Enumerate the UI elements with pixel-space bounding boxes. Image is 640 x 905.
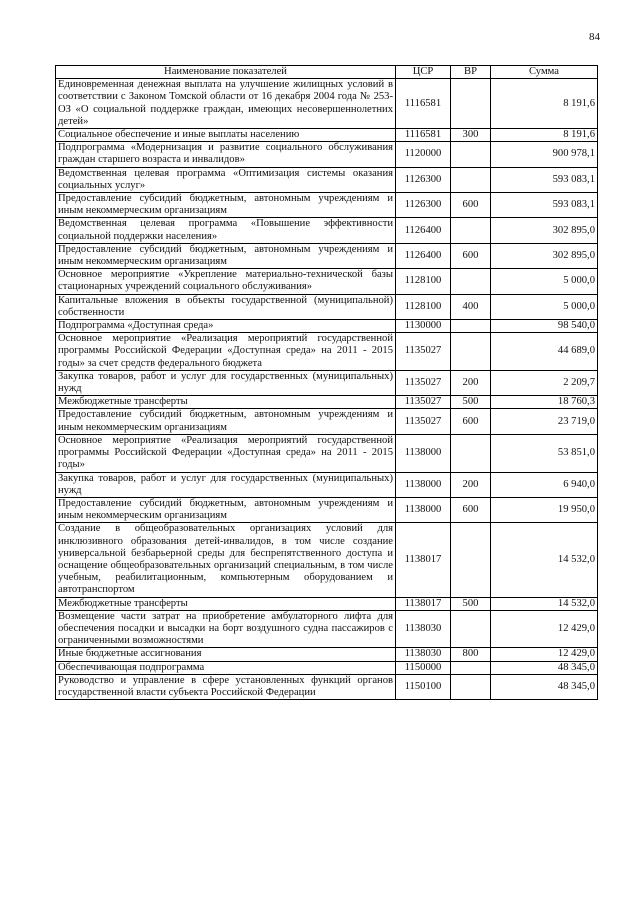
cell-vr	[451, 523, 491, 597]
table-row	[56, 129, 598, 142]
cell-name: Обеспечивающая подпрограмма	[56, 661, 396, 674]
cell-sum: 19 950,0	[491, 497, 598, 522]
cell-vr: 600	[451, 497, 491, 522]
header-sum: Сумма	[491, 66, 598, 79]
table-row	[56, 167, 598, 192]
table-row	[56, 79, 598, 129]
cell-csr: 1150000	[396, 661, 451, 674]
cell-name: Закупка товаров, работ и услуг для государственных (муниципальных) нужд	[56, 370, 396, 395]
table-row	[56, 396, 598, 409]
cell-vr	[451, 218, 491, 243]
cell-sum: 12 429,0	[491, 610, 598, 648]
cell-sum: 14 532,0	[491, 523, 598, 597]
table-row	[56, 218, 598, 243]
table-header-row	[56, 66, 598, 79]
cell-name: Ведомственная целевая программа «Оптимизация системы оказания социальных услуг»	[56, 167, 396, 192]
cell-vr: 600	[451, 193, 491, 218]
cell-vr: 600	[451, 243, 491, 268]
table-row	[56, 370, 598, 395]
cell-name: Создание в общеобразовательных организациях условий для инклюзивного образования детей-инвалидов, в том числе создание универсальной безбарьерной среды для беспрепятственного доступа и оснащение общеобразовательных организаций специальным, в том числе учебным, реабилитационным, компьютерным оборудованием и автотранспортом	[56, 523, 396, 597]
cell-vr	[451, 674, 491, 699]
cell-sum: 900 978,1	[491, 142, 598, 167]
cell-sum: 44 689,0	[491, 333, 598, 371]
cell-csr: 1120000	[396, 142, 451, 167]
cell-sum: 14 532,0	[491, 597, 598, 610]
cell-sum: 302 895,0	[491, 243, 598, 268]
cell-csr: 1126300	[396, 193, 451, 218]
cell-csr: 1138000	[396, 472, 451, 497]
cell-sum: 6 940,0	[491, 472, 598, 497]
cell-vr: 800	[451, 648, 491, 661]
cell-vr	[451, 79, 491, 129]
cell-sum: 2 209,7	[491, 370, 598, 395]
cell-sum: 53 851,0	[491, 434, 598, 472]
cell-vr: 600	[451, 409, 491, 434]
cell-vr	[451, 167, 491, 192]
cell-sum: 12 429,0	[491, 648, 598, 661]
cell-vr	[451, 333, 491, 371]
table-row	[56, 333, 598, 371]
cell-vr: 200	[451, 472, 491, 497]
cell-sum: 48 345,0	[491, 661, 598, 674]
cell-sum: 23 719,0	[491, 409, 598, 434]
cell-name: Предоставление субсидий бюджетным, автономным учреждениям и иным некоммерческим организациям	[56, 243, 396, 268]
cell-sum: 48 345,0	[491, 674, 598, 699]
cell-vr	[451, 269, 491, 294]
cell-name: Основное мероприятие «Реализация мероприятий государственной программы Российской Федерации «Доступная среда» на 2011 - 2015 годы» за счет средств федерального бюджета	[56, 333, 396, 371]
cell-csr: 1128100	[396, 269, 451, 294]
cell-name: Руководство и управление в сфере установленных функций органов государственной власти субъекта Российской Федерации	[56, 674, 396, 699]
cell-vr	[451, 434, 491, 472]
header-name: Наименование показателей	[56, 66, 396, 79]
cell-sum: 8 191,6	[491, 79, 598, 129]
cell-vr: 300	[451, 129, 491, 142]
cell-name: Ведомственная целевая программа «Повышение эффективности социальной поддержки населения»	[56, 218, 396, 243]
cell-name: Межбюджетные трансферты	[56, 396, 396, 409]
table-row	[56, 472, 598, 497]
cell-csr: 1130000	[396, 320, 451, 333]
cell-csr: 1138030	[396, 610, 451, 648]
table-row	[56, 597, 598, 610]
budget-table	[55, 65, 598, 700]
cell-csr: 1116581	[396, 129, 451, 142]
cell-name: Единовременная денежная выплата на улучшение жилищных условий в соответствии с Законом Томской области от 16 декабря 2004 года № 253-ОЗ «О социальной поддержке граждан, имеющих несовершеннолетних детей»	[56, 79, 396, 129]
cell-name: Иные бюджетные ассигнования	[56, 648, 396, 661]
cell-name: Подпрограмма «Модернизация и развитие социального обслуживания граждан старшего возраста и инвалидов»	[56, 142, 396, 167]
table-row	[56, 523, 598, 597]
cell-csr: 1138000	[396, 434, 451, 472]
cell-vr: 400	[451, 294, 491, 319]
header-vr: ВР	[451, 66, 491, 79]
cell-csr: 1135027	[396, 409, 451, 434]
cell-csr: 1135027	[396, 333, 451, 371]
table-row	[56, 193, 598, 218]
cell-name: Основное мероприятие «Укрепление материально-технической базы стационарных учреждений социального обслуживания»	[56, 269, 396, 294]
cell-csr: 1138000	[396, 497, 451, 522]
cell-vr: 500	[451, 396, 491, 409]
cell-name: Возмещение части затрат на приобретение амбулаторного лифта для обеспечения посадки и высадки на борт воздушного судна пассажиров с ограниченными возможностями	[56, 610, 396, 648]
cell-sum: 5 000,0	[491, 294, 598, 319]
cell-vr: 500	[451, 597, 491, 610]
page-number: 84	[589, 31, 600, 43]
table-row	[56, 674, 598, 699]
cell-csr: 1126400	[396, 243, 451, 268]
table-row	[56, 661, 598, 674]
cell-csr: 1138030	[396, 648, 451, 661]
table-row	[56, 434, 598, 472]
cell-csr: 1116581	[396, 79, 451, 129]
cell-sum: 302 895,0	[491, 218, 598, 243]
cell-csr: 1135027	[396, 396, 451, 409]
cell-vr	[451, 142, 491, 167]
cell-vr	[451, 320, 491, 333]
table-row	[56, 269, 598, 294]
cell-name: Основное мероприятие «Реализация мероприятий государственной программы Российской Федерации «Доступная среда» на 2011 - 2015 годы»	[56, 434, 396, 472]
table-row	[56, 320, 598, 333]
cell-name: Предоставление субсидий бюджетным, автономным учреждениям и иным некоммерческим организациям	[56, 409, 396, 434]
cell-sum: 593 083,1	[491, 193, 598, 218]
cell-sum: 8 191,6	[491, 129, 598, 142]
table-row	[56, 294, 598, 319]
cell-csr: 1135027	[396, 370, 451, 395]
cell-name: Социальное обеспечение и иные выплаты населению	[56, 129, 396, 142]
table-row	[56, 610, 598, 648]
cell-csr: 1138017	[396, 597, 451, 610]
cell-csr: 1128100	[396, 294, 451, 319]
cell-csr: 1126400	[396, 218, 451, 243]
cell-name: Подпрограмма «Доступная среда»	[56, 320, 396, 333]
cell-name: Капитальные вложения в объекты государственной (муниципальной) собственности	[56, 294, 396, 319]
cell-sum: 18 760,3	[491, 396, 598, 409]
table-row	[56, 409, 598, 434]
table-row	[56, 243, 598, 268]
header-csr: ЦСР	[396, 66, 451, 79]
cell-vr: 200	[451, 370, 491, 395]
cell-sum: 98 540,0	[491, 320, 598, 333]
table-row	[56, 648, 598, 661]
cell-name: Закупка товаров, работ и услуг для государственных (муниципальных) нужд	[56, 472, 396, 497]
cell-sum: 5 000,0	[491, 269, 598, 294]
table-row	[56, 142, 598, 167]
cell-vr	[451, 661, 491, 674]
table-body	[56, 79, 598, 700]
cell-csr: 1150100	[396, 674, 451, 699]
cell-csr: 1138017	[396, 523, 451, 597]
cell-csr: 1126300	[396, 167, 451, 192]
cell-sum: 593 083,1	[491, 167, 598, 192]
table-row	[56, 497, 598, 522]
cell-name: Межбюджетные трансферты	[56, 597, 396, 610]
cell-name: Предоставление субсидий бюджетным, автономным учреждениям и иным некоммерческим организациям	[56, 497, 396, 522]
cell-vr	[451, 610, 491, 648]
cell-name: Предоставление субсидий бюджетным, автономным учреждениям и иным некоммерческим организациям	[56, 193, 396, 218]
